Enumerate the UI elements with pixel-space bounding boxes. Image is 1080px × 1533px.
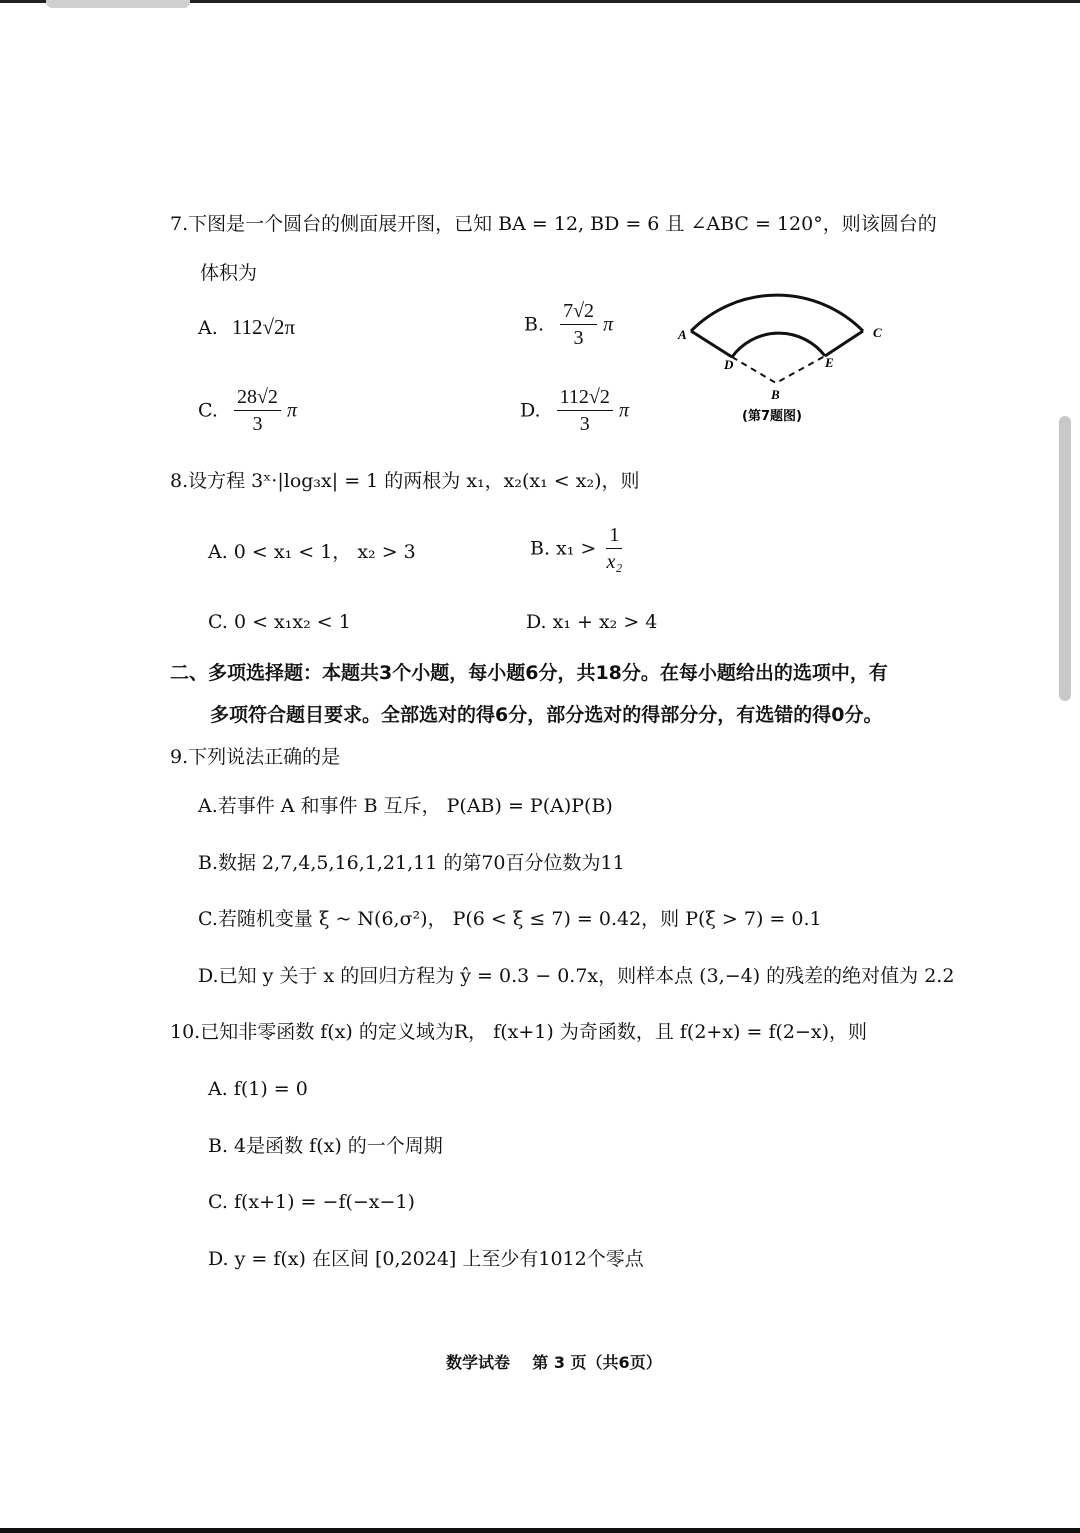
q8-option-b-denominator: x₂ [606, 551, 623, 573]
q7-stem-line1: 7.下图是一个圆台的侧面展开图，已知 BA = 12, BD = 6 且 ∠ABC = 120°，则该圆台的 [170, 213, 937, 235]
section2-line2: 多项符合题目要求。全部选对的得6分，部分选对的得部分分，有选错的得0分。 [210, 704, 883, 726]
q9-option-a: A.若事件 A 和事件 B 互斥， P(AB) = P(A)P(B) [198, 795, 613, 817]
q7-option-c [198, 384, 297, 437]
q7-option-d [520, 384, 629, 437]
q8-option-a: A. 0 < x₁ < 1， x₂ > 3 [208, 541, 416, 563]
q8-option-b-label: B. x₁ > [530, 537, 597, 560]
q7-option-d-pi: π [618, 399, 629, 422]
q7-option-b [524, 298, 613, 351]
bottom-edge-line [0, 1528, 1080, 1533]
q8-option-b-numerator: 1 [606, 522, 622, 549]
figure-caption: (第7题图) [742, 409, 802, 424]
q8-option-b-fraction [606, 522, 622, 575]
inner-arc [732, 333, 825, 357]
section2-line1: 二、多项选择题：本题共3个小题，每小题6分，共18分。在每小题给出的选项中，有 [170, 662, 888, 684]
q8-option-b [530, 522, 622, 575]
q7-option-c-numerator: 28√2 [234, 384, 281, 411]
q10-option-c: C. f(x+1) = −f(−x−1) [208, 1191, 415, 1213]
label-d: D [724, 357, 734, 372]
vertical-scrollbar[interactable] [1059, 416, 1071, 701]
q8-option-d: D. x₁ + x₂ > 4 [526, 611, 658, 633]
q7-option-b-label: B. [524, 313, 545, 336]
q7-option-c-fraction [234, 384, 281, 437]
q7-option-c-pi: π [286, 399, 298, 422]
q7-option-a [198, 315, 295, 340]
q7-option-d-denominator: 3 [579, 413, 590, 435]
q9-option-d: D.已知 y 关于 x 的回归方程为 ŷ = 0.3 − 0.7x，则样本点 (3,−4) 的残差的绝对值为 2.2 [198, 965, 955, 987]
label-c: C [873, 325, 882, 340]
outer-arc [691, 295, 863, 331]
q7-option-b-fraction [560, 298, 597, 351]
q7-option-a-label: A. [198, 317, 218, 339]
q7-option-c-denominator: 3 [252, 413, 263, 435]
segment-ce [825, 331, 863, 356]
q7-option-d-label: D. [520, 399, 541, 422]
q9-option-b: B.数据 2,7,4,5,16,1,21,11 的第70百分位数为11 [198, 852, 625, 874]
segment-ad [691, 331, 732, 357]
q9-option-c: C.若随机变量 ξ ~ N(6,σ²)， P(6 < ξ ≤ 7) = 0.42，则 P(ξ > 7) = 0.1 [198, 908, 822, 930]
q7-option-b-numerator: 7√2 [560, 298, 597, 325]
q7-stem-line2: 体积为 [200, 262, 258, 284]
label-e: E [825, 355, 834, 370]
q7-sector-figure [670, 268, 900, 428]
q9-stem: 9.下列说法正确的是 [170, 746, 341, 768]
dashed-radii [732, 356, 825, 383]
q7-option-b-pi: π [603, 313, 614, 336]
label-b: B [771, 387, 780, 402]
q7-option-d-numerator: 112√2 [557, 384, 613, 411]
label-a: A [678, 327, 687, 342]
q7-option-d-fraction [557, 384, 613, 437]
top-tab-handle[interactable] [46, 0, 190, 8]
q10-option-d: D. y = f(x) 在区间 [0,2024] 上至少有1012个零点 [208, 1248, 644, 1270]
q8-option-c: C. 0 < x₁x₂ < 1 [208, 611, 351, 633]
q8-stem: 8.设方程 3ˣ·|log₃x| = 1 的两根为 x₁，x₂(x₁ < x₂)，则 [170, 470, 640, 492]
q7-option-c-label: C. [198, 399, 218, 422]
q10-option-b: B. 4是函数 f(x) 的一个周期 [208, 1135, 443, 1157]
q7-option-a-value: 112√2π [231, 315, 296, 339]
q7-option-b-denominator: 3 [573, 327, 584, 349]
page-footer: 数学试卷 第 3 页（共6页） [446, 1353, 662, 1372]
q10-stem: 10.已知非零函数 f(x) 的定义域为R， f(x+1) 为奇函数，且 f(2+x) = f(2−x)，则 [170, 1021, 868, 1043]
q10-option-a: A. f(1) = 0 [208, 1078, 308, 1100]
